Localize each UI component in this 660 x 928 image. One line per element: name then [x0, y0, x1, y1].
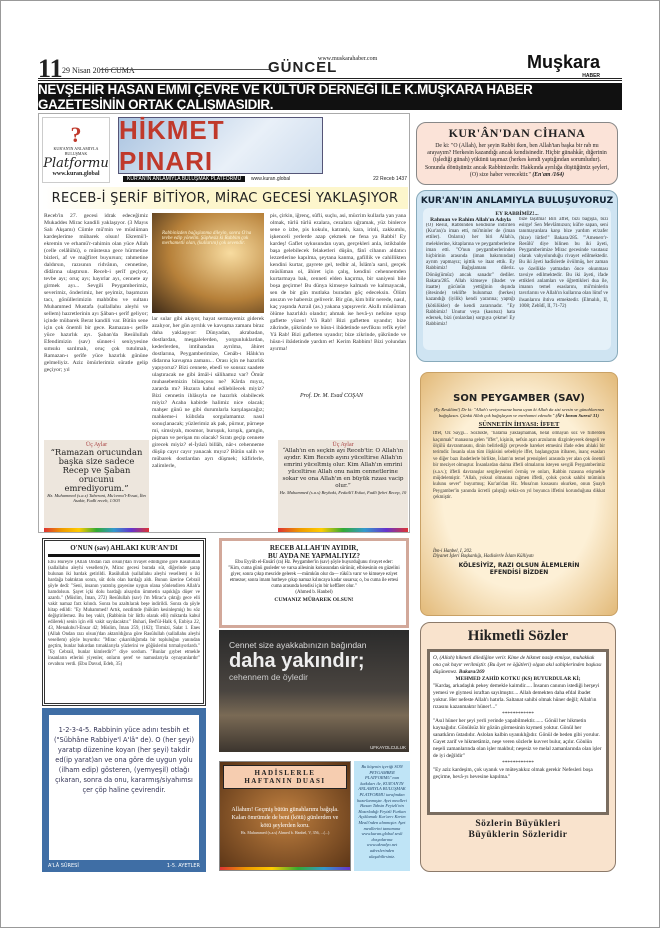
verse-text: (Ey Resûlüm!) De ki: "Allah'ı seviyorsanız bana uyun ki Allah da sizi sevsin ve günahlarınızı bağışlasın. Çünkü Allah çok bağışlayan ve merhamet edendir." [433, 407, 605, 418]
strip-left: KUR'AN'IN ANLAMIYLA BULUŞMAK PLATFORMU [123, 176, 245, 182]
reference: İbn-i Hanbel, I, 202. [433, 549, 473, 555]
verse-ref: (En'am /164) [532, 171, 565, 178]
head-question-icon: ? [70, 122, 82, 147]
quote: "Kardaş, arkadaşlık pekey demekle kaimdir..... İnsanın canının istediği herşeyi yemesi ve giymesi israftan sayılmıştır.... Allah demekten daha efdal ibadet yoktur. Her nefeste Allah'ı hatırla. Saltanat sahibi olmak hüner değil; Allah'ın rızasını kazanmaktır hüner!..." [433, 683, 600, 710]
page-number: 11 [38, 54, 63, 83]
footer-line: Büyüklerin Sözleridir [468, 830, 568, 840]
son-peygamber-scroll [420, 372, 618, 616]
sav-closing: KÖLESİYİZ, RAZI OLSUN ÂLEMLERİN EFENDİSİ BİZDEN [458, 562, 580, 577]
platform-line: KUR'AN'IN ANLAMIYLA BULUŞMAK [53, 146, 99, 156]
box-title: BU AYDA NE YAPMALIYIZ? [268, 552, 360, 560]
photo-text: Cennet size ayakkabınızın bağından [229, 640, 367, 650]
kuranin-anlamiyla-box [416, 190, 618, 362]
separator: ************ [502, 711, 534, 717]
closing-text: CUMANIZ MÜBAREK OLSUN! [274, 597, 354, 603]
strip-site: www.kuran.global [251, 176, 291, 182]
photo-text: cehennem de öyledir [229, 672, 308, 682]
onun-ahlaki-box [42, 538, 206, 706]
ayet-range: 1-5. AYETLER [166, 863, 200, 869]
ad-brand: Üç Aylar [332, 442, 354, 448]
ad-ramazan [44, 440, 149, 532]
verse-ref: (Âl-i İmran Suresi/ 31) [555, 412, 600, 418]
article-headline: RECEB-İ ŞERİF BİTİYOR, MİRAC GECESİ YAKLAŞIYOR [42, 187, 408, 209]
box-title: KUR'AN'IN ANLAMIYLA BULUŞUYORUZ [420, 196, 614, 206]
anlam-column-1: (O) Resûl, Rabbinden kendisine indirilen (Kur'an)'a iman etti, mü'minler de (iman ettiler). Onların) her biri Allah'a, meleklerine, kitaplarına ve peygamberlerine iman etti. "O'nun peygamberlerinden hiçbirinin arasında (iman bakımından) ayrım yapmayız; işittik ve itaat ettik. Ey Rabbimiz! Bağışlamanı dileriz. Dönüş(ümüz) ancak sanadır" dediler. Bakara/285. Allah kimseye (ibadet ve itaatte) gücünün yettiğinin dışında (ötesinde) teklifte bulunmaz (herkes) kazandığı (iyilik) kendi yararına; yaptığı (kötülükler) de kendi zararınadır. "Ey Rabbimiz! Unutur veya (kasıtsız) hata edersek, bizi (onlardan) sorguya çekme! Ey Rabbimiz! [426, 223, 515, 328]
photo-credit: UFKAYOLCULUK [370, 745, 406, 750]
ahlak-text: Ebu Hureyre (Allah Ondan razı olsun)'dan rivayet edildiğine göre Rasûlullah (sallallahu aleyhi vesellem)'e, Mirac gecesi burada süt, diğerinde şarap bulunan iki bardak getirildi. Rasûlullah (sallallahu aleyhi vesellem) o iki bardağa baktıktan sonra, süt dolu olan bardağı aldı. Bunun üzerine Cebrail şöyle dedi: "Seni, insanın yaratılış gayesine uygun olana yönlendiren Allah'a hamdolsun. Şayet içki dolu bardağı alsaydın ümmetin sapıklığa düşer ve azardı." (Müslim, İman, 272) Resûlullah (sav) i'm Mirac'a çıktığı gece elli vakit namaz farz kılındı. Sonra bu azaltılarak beşe indirildi. Sonra da şöyle hitap edildi: "Ey Muhammed! Artık, nezdimde (hüküm kesinleşmiş) bu söz değiştirilemez. Bu beş vakit, (Rabbinin bir lütfu olarak elli) miktarda kabul edilerek) senin için elli vakit sayılacaktır." Buhari, Bed'ül-Halk 6, Enbiya 22, 43, Menakıbu'l-Ensar 42; Müslim, İman 259, (162); Tirmizi, Salat 1. Enes (Allah Ondan razı olsun)'dan aktarıldığına göre Rasûlullah (sallallahu aleyhi vesellem) şöyle buyurdu: "Mirac çıkarıldığımda bir topluluğun yanından geçtim, bunlar bakırdan tırnaklarıyla yüzlerini ve göğüslerini tırmalıyorlardı." "Ey Cebrail, bunlar kimlerdir?" diye sordum. "Bunlar gıybet etmekle insanların etlerini yiyenler, onların şeref ve namuslarıyla oynayanlardır" cevabını verdi. (Ebu Davud, Edeb, 35) [48, 560, 200, 667]
ad-receb [278, 440, 408, 532]
section-title: GÜNCEL [268, 59, 338, 76]
box-title: SON PEYGAMBER (SAV) [453, 393, 585, 404]
article-column-2: lar sular gibi akıyor, hayat sermayemiz giderek azalıyor, her gün ayrılık ve kavuşma zamanı biraz daha yaklaşıyor: Dünyadan, akrabadan, dostlardan, meşgalelerden, yorgunluklardan, kederlerden, imtihandan ayrılma, âhiret dostlarına, Peygamberimize, Cenâb-ı Hâlık'ın didarına kavuşma zamanı... Orası için ne hazırlık yapıyoruz? Bizi cennete, ebedî ve sonsuz saadete ulaştıracak ne gibi âmâl-i sâlihamız var? Ömür muhasebemizin bilançosu ne? Kârda mıyız, zararda mı? Huzura kabul edilebilecek miyiz? Bizi cennetin ihlâsıyla ne hazırlık olabilecek miyiz? Acaba kabirde halimiz nice olacak; mahşer günü ne gibi durumlarla karşılaşacağız; mahkeme-i kübrâda sorgulamamız nasıl sonuçlanacak; yüzlerimiz ak pak, pürnur, pürneşe mi, simsiyah, mosmor, buruşuk, kırışık, gamgin, pişman ve perişan mı olacak? Sıratı geçip cennete girecek miyiz? el-İyâzü billâh, nâr-ı cehenneme düşüp cayır cayır yanacak mıyız? Bütün salih ve mübarek dostlardan ayrı düşmek; kâfirlerle, zalimlerle, [152, 316, 264, 469]
sure-name: A'LÂ SÛRESİ [48, 863, 79, 869]
kurandan-cihana-box [416, 122, 618, 185]
sav-text: İffet, Öz Saygı... Sözlükte, "harama yaklaşmamak, helal olmayan söz ve fiillerden kaçınmak" manasına gelen "iffet", kişinin, nefsin aşırı arzularını dizginleyerek dengeli ve ölçülü davranmasını, dinin belirlediği çerçevede hareket etmesini ifade eden ahlaki bir terimdir. İnsanla olan tüm ilişkisini sebebiyle iffet, başlangıçtan itibaren, inanç esasları ve diğer bazı ibadetlerle birlikte, İslam'ın temel prensipleri arasında yer alan çok önemli bir meziyet olmuştur. İnsanlardan daima iffetli olmalarını isteyen sevgili Peygamberimiz (s.a.v.); iffetli davranışlar sergileyenleri övmüş ve onları, Rabbin rızasına erişmekle müjdelemiştir. "Allah, yoksul olmasına rağmen iffetli, çoluk çocuk sahibi müminin kulunu sever" buyurmuş; Kur'an'dan Hz. Musa'nın kıssasını okurken, onun Şuayb Peygamber'in yanında ücretli çalıştığı sekiz-on yıl boyunca iffetini korunduğuna dikkat çekmiştir. [433, 431, 605, 501]
article-column-1: Receb'in 27. gecesi idrak edeceğimiz Mukaddes Mirac kandili yaklaşıyor. (3 Mayıs Salı Akşamı) Cümle mü'min ve müslüman kardeşlerime mübarek olsun! Ekremü'l-ekremin ve erhamü'r-rahimin olan yüce Allah (celle celâlühü), o müstesna gece hürmetine bizleri, af ve mağfiret buyursun; rahmetine daldırsın, razısının ridvânın, cennetine, dîdârına ulaştırsın. Receb-i şerîf geçiyor, tevbe ayı; oruç ayı; hayırlar ayı, cennete ay girmek ayı... Sevgili Peygamberimiz, severimiz, önderimiz, her şeyimiz, başımızın tacı, gönüllerimizin mahbûbu ve sultanı Muhammed Mustafa (sallallahu aleyhi ve sellem) hazretlerinin ayı Şâban-ı şerîf geliyor; içinde mübarek Berat kandili var. Bütün sene için çok önemli bir gece. Ramazan-ı şerîfe yüce hazırlık ayı. Şaban'da Resûlullah Efendimizin (sav) sünnet-i seniyyesine sımsıkı sarılmalı, oruç çok tutulmalı, Ramazan-ı şerîfe yüce hazırlık gününe gelmeliyiz. Aziz ömürlerimiz süratle gelip geçiyor; yıl [44, 213, 148, 373]
speaker: MEHMED ZAHİD KOTKU (KS) BUYURDULAR Kİ; [455, 676, 581, 682]
ala-suresi-box [42, 708, 206, 872]
image-caption: Rabbinizden bağışlanma dileyin, sonra O'na tevbe edip yönelin. Şüphesiz ki Rabbim çok merhametli olan, (kullarını) çok sevendir. [162, 231, 252, 246]
ad-quote: “Ramazan orucundan başka size sadece Recep ve Şaban orucunu emrediyorum.” [50, 447, 143, 493]
hikmet-strip [123, 176, 407, 183]
footer-line: Sözlerin Büyükleri [475, 819, 561, 829]
hikmet-pinari-title: HİKMET PINARI [118, 117, 323, 174]
verse-text: O, (Allah) hikmeti dilediğine verir. Kime de hikmet nasip etmişse, muhakkak ona çok hayır verilmiştir. (Bu âyet ve öğütleri) olgun akıl sahiplerinden başkası düşünemez. [433, 655, 602, 675]
source-note: Bu köşenin içeriği SON PEYGAMBER PLATFORMU' nun katkıları ile, KUR'AN'IN ANLAMIYLA BULUŞMAK PLATFORMU tarafından hazırlanmıştır. Ayet mealleri Hasan Tahsin Feyizli'nin Hazırladığı Feyizli Furkan Açıklamalı Kur'an-ı Kerim Meali'nden alınmıştır. Ayet meallerini tamamına www.kuran.global sesli dosyalarına www.akradyo.net adreslerinden ulaşabilirsiniz. [354, 761, 410, 871]
anlam-column-2: bize taşıtma! Biri affet, bizi bağışla, bizi esirge! Sen Mevlâmızsın; küfre sapan, seni tanımayanlara karşı bize yardım et/zafer (bize) lütfet!" Bakara/285. "'Amenerr'r-Resûlü' diye bilinen bu iki âyeti, Peygamberimize Mirac gecesinde vasıtasız olarak vahyolunduğu rivayet edilmektedir. Bu iki âyeti hadîslerde övülmüş, her zaman ve özellikle yatmadan önce okunması tavsiye edilmektedir. Bu iki âyeti, ifade ettikleri anlamları ve öğrettikleri dua ile, imanın temel esaslarını, mü'minlerin tavırlarını ve Allah'ın kullarına olan lütuf ve ihsanlarını ihtiva etmektedir. (Elmalılı, II, 1008; Zebîdî, II, 71-72) [519, 217, 608, 309]
dua-source: Hz. Muhammed (s.a.s) Ahmed b. Hanbel, V, 356, ...(...) [240, 830, 330, 835]
hadith-source: (Ahmed b. Hanbel) [295, 590, 333, 595]
column-heading: Rahman ve Rahim Allah'ın Adıyla [430, 217, 511, 223]
strip-date: 22 Receb 1437 [373, 176, 407, 182]
box-title: Hikmetli Sözler [467, 628, 569, 644]
ad-source: Hz. Muhammed (s.a.s) Beyhaki, Fedaili'l Evkat, Fadli Şehri Recep, 10 [279, 490, 407, 495]
verse-ref: Bakara/269 [458, 669, 485, 675]
box-title: O'NUN (sav) AHLAKI KUR'AN'DI [48, 544, 200, 557]
platform-word: Platformu [43, 156, 109, 171]
photo-text: daha yakındır; [229, 650, 365, 672]
color-bar [44, 528, 149, 532]
box-title: KUR'ÂN'DAN CİHANA [448, 126, 586, 140]
verse-text: De ki: "O (Allah), her şeyin Rabbi iken, ben Allah'tan başka bir rab mı arayayım? Herkesin kazandığı ancak kendisinedir. Hiçbir günahkâr, diğerinin (işlediği günah) yükünü taşımaz (herkes kendi yaptığından sorumludur). Sonunda dönüşünüz ancak Rabbinizedir. Hakkında ayrılığa düştüğünüz şeyleri, (O) size haber verecektir." [424, 143, 609, 178]
ad-quote: “Allah'ın en seçkin ayı Receb'tir. O Allah'ın ayıdır. Kim Receb ayını yüceltirse Allah'ın emrini yüceltmiş olur. Kim Allah'ın emrini yüceltirse Allah onu naim cennetlerine sokar ve ona Allah'ın en büyük rızası vacip olur.” [282, 448, 404, 489]
color-bar [220, 867, 350, 870]
box-subtitle: EY RABBİMİZ!... [495, 211, 539, 217]
intro-text: Ebu Eyyûb el-Ensârî (ra) Hz. Peygamber'in (sav) şöyle buyurduğunu rivayet eder: [235, 560, 393, 565]
issue-date: 29 Nisan 2016 CUMA [62, 66, 135, 75]
box-subtitle: SÜNNETİN İHYASI: İFFET [478, 421, 560, 429]
ad-brand: Üç Aylar [85, 442, 108, 448]
color-bar [278, 528, 408, 532]
article-author: Prof. Dr. M. Esad COŞAN [300, 393, 363, 399]
receb-allahin-ayidir-box [219, 538, 409, 628]
hikmetli-sozler-box [420, 622, 616, 872]
haftanin-duasi-box [219, 761, 351, 871]
shoes-photo [219, 630, 409, 752]
article-column-3: pis, çirkin, iğrenç, sûfli, suçlu, asi, mücrim kullarla yan yana olmak, türlü türlü ezalara, cezalara uğramak, yüz binlerce sene o izbe, pis kokulu, katranlı, kara, irinli, zakkumlu, işkenceli yerlerde azap çekmek ne fena ya Rabbi! Ey kardeş! Gaflet uykusundan uyan, gerçekleri anla, istikbalde başa gelebilecek felaketleri düşün, fânî cihanın aldatıcı lezzetlerine kapılma, şeytana kanma, gafillik ve cahillikten kendini kurtar, gayrete gel, tedbir al, İslâm'a sarıl, gerçek müslüman ol, âhiret için çalış, kendini cehennemden kurtarmaya bak, cenneti elden kaçırma, bir saniyeni bile boşa geçirme! Bu dünya kimseye kalmadı ve kalmayacak, sen de bir gün mutlaka buradan göç edeceksin. Ölüm ansızın ve habersiz geliverir. Bir gün, kim bilir nerede, nasıl, kaç yaşında Azrail (as.) yakana yapışıverir. Akıllı müslüman ölüme hazırlıklı olandır; ahmak ise hevâ-yı nefsine uyup gaflette yüzen! Yâ Rab! Bizi gafletten uyandır; bize zikrinde, şükründe ve hüsn-i ibâdetinde sevfikını refîk eyle! Yâ Rab! Bizi gafletten uyandır; bize zikrinde, şükründe ve hüsn-i ibâdetinde yardım et! Kerim Rabbim! Bizi yolundan ayırma! [270, 213, 406, 352]
quote: "Asıl hüner her şeyi yerli yerinde yapabilmektir....... Gönül her hikmetin kaynağıdır. Gönülsüz bir gözün görmesinin kıymeti yoktur. Gönül her sanatkârın üstadıdır. Aslolan kalbin uyanıklığıdır. Gönül de beden gibi yorulur. Gayet zarif ve hikmetâmiz, neşe veren sözlerle kuvvet bulur, açılır. Gönlün neşeli zamanlarında olan işler makbul; neşesiz ve melal zamanlarında olan işler de iyi değildir" [433, 718, 602, 759]
mosque-image [152, 213, 264, 313]
divider [100, 69, 270, 70]
newspaper-logo: Muşkara HABER [527, 52, 601, 79]
verse-text: 1-2-3-4-5. Rabbinin yüce adını tesbih et ("Sübhâne Rabbiye'l A'lâ" de). O (her şeyi) yaratıp düzenine koyan (her şeyi) takdir ed(ip yarat)an ve ona göre de uygun yolu (ilham edip) gösteren, (yemyeşil) otlağı çıkaran, sonra da onu, kararmış/siyahımsı çer çöp haline çevirendir. [53, 726, 195, 794]
platform-logo [42, 117, 110, 183]
platform-site: www.kuran.global [52, 171, 100, 177]
dua-text: Allahım! Geçmiş bütün günahlarımı bağışla. Kalan ömrümde de beni (kötü) günlerden ve kötü şeylerden koru. [231, 807, 339, 829]
hadith-text: "Kim, cuma günü gusleder ve varsa ailesinin kokusundan sürünür, elbisesinin en güzelini giyer, sonra çıkıp mescide gelerek —mümkün olur da— rükû'a varır ve kimseye eziyet etmezse; sonra imam hutbeye çıkıp namaz kılıncaya kadar susarsa; o, bu cuma ile ertesi cuma arasında kendisi için bir keffâret olur." [228, 566, 400, 589]
website-link[interactable]: www.muskarahaber.com [318, 56, 378, 62]
banner-headline: NEVŞEHİR HASAN EMMİ ÇEVRE VE KÜLTÜR DERNEĞİ İLE K.MUŞKARA HABER GAZETESİNİN ORTAK ÇALIŞMASIDIR. [38, 83, 622, 110]
reference: Diyanet İşleri Başkanlığı, Hadislerle İslam Külliyatı [433, 554, 534, 560]
quote: "Ey aziz kardeşim, çok uyanık ve müteyakkız olmak gerekir Nefesleri boşa geçirme, hevâ-yı hevesine kapılma." [433, 767, 593, 780]
box-title: RECEB ALLAH'IN AYIDIR, [269, 544, 359, 552]
separator: ************ [502, 760, 534, 766]
ad-source: Hz. Muhammed (s.a.s) Taberani, Mu'cemu'l-Evsat, İbn Asakir, Fadli receb, 1/303 [47, 493, 146, 503]
box-title: HADİSLERLE HAFTANIN DUASI [223, 765, 347, 789]
